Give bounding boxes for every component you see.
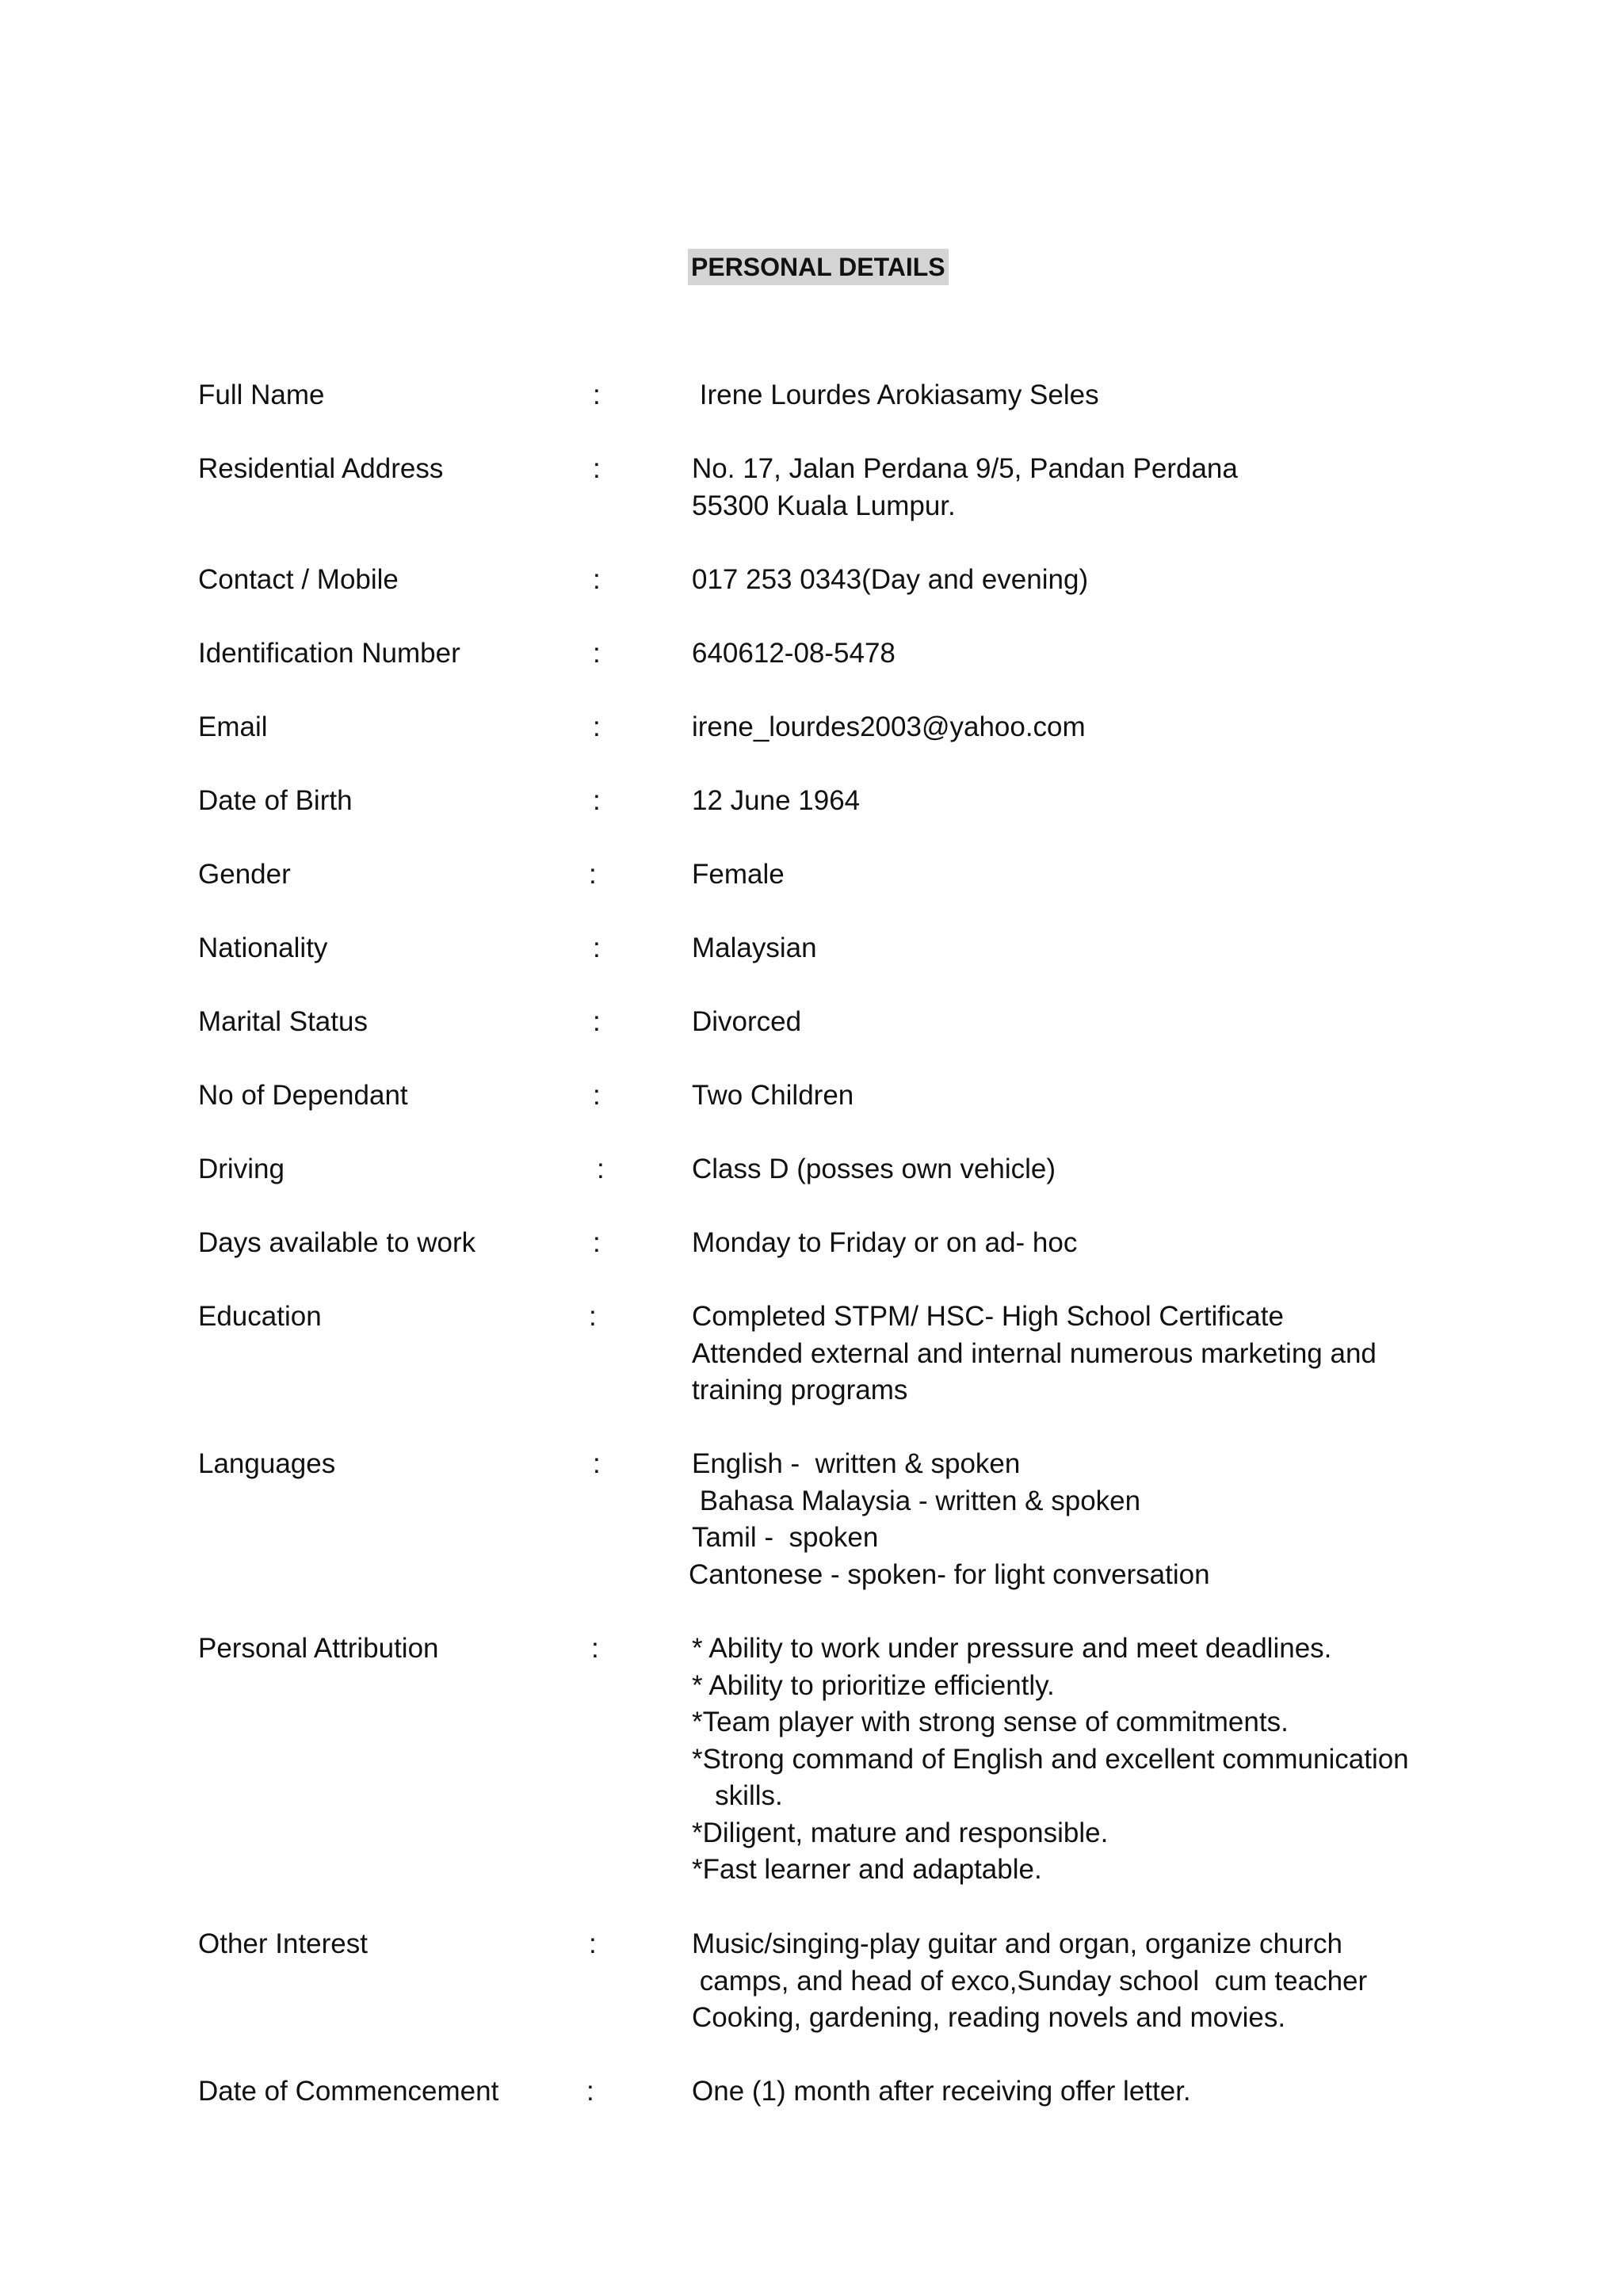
value-line: Divorced: [692, 1006, 802, 1037]
field-label: Languages: [198, 1448, 336, 1479]
value-line: Attended external and internal numerous marketing and: [692, 1337, 1377, 1369]
value-line: irene_lourdes2003@yahoo.com: [692, 711, 1086, 742]
field-label: Date of Birth: [198, 785, 353, 816]
field-label: Days available to work: [198, 1227, 476, 1258]
value-line: One (1) month after receiving offer letter.: [692, 2076, 1191, 2107]
field-value: [692, 451, 1516, 524]
field-separator: :: [593, 933, 601, 963]
field-label: Other Interest: [198, 1928, 368, 1959]
value-line: English - written & spoken: [692, 1448, 1021, 1479]
field-value: [692, 783, 1516, 820]
field-value: [692, 1151, 1516, 1188]
value-line: Music/singing-play guitar and organ, organize church: [692, 1928, 1343, 1959]
field-separator: :: [593, 1080, 601, 1111]
field-label: Email: [198, 711, 268, 742]
field-label: Date of Commencement: [198, 2076, 499, 2107]
value-line: Female: [692, 859, 785, 890]
field-separator: :: [597, 1154, 605, 1184]
field-separator: :: [593, 638, 601, 669]
value-line: 017 253 0343(Day and evening): [692, 564, 1089, 595]
field-label: Gender: [198, 859, 291, 890]
field-label: Contact / Mobile: [198, 564, 399, 595]
value-line: camps, and head of exco,Sunday school cum teacher: [692, 1965, 1368, 1997]
value-line: Completed STPM/ HSC- High School Certificate: [692, 1301, 1284, 1332]
value-line: Cantonese - spoken- for light conversation: [689, 1558, 1210, 1590]
value-line: Monday to Friday or on ad- hoc: [692, 1227, 1078, 1258]
field-separator: :: [586, 2076, 594, 2107]
field-value: [692, 2073, 1516, 2111]
field-label: Residential Address: [198, 453, 444, 484]
field-value: [692, 562, 1516, 599]
value-line: * Ability to work under pressure and meet deadlines.: [692, 1633, 1332, 1664]
field-value: [692, 709, 1516, 746]
value-line: Malaysian: [692, 933, 817, 963]
value-line: *Fast learner and adaptable.: [692, 1854, 1042, 1885]
field-value: [692, 1299, 1516, 1409]
value-line: *Diligent, mature and responsible.: [692, 1817, 1109, 1848]
value-line: 640612-08-5478: [692, 638, 896, 669]
field-separator: :: [591, 1633, 599, 1664]
field-value: [692, 1004, 1516, 1041]
field-label: Marital Status: [198, 1006, 368, 1037]
field-value: [692, 930, 1516, 967]
field-value: [692, 377, 1516, 414]
value-line: Class D (posses own vehicle): [692, 1154, 1056, 1184]
field-separator: :: [593, 785, 601, 816]
value-line: Tamil - spoken: [692, 1522, 879, 1553]
field-separator: :: [593, 1448, 601, 1479]
field-label: Full Name: [198, 379, 325, 410]
value-line: *Strong command of English and excellent communication: [692, 1743, 1409, 1775]
field-label: Nationality: [198, 933, 328, 963]
field-label: Education: [198, 1301, 322, 1332]
field-separator: :: [589, 1301, 597, 1332]
field-separator: :: [593, 1227, 601, 1258]
value-line: 12 June 1964: [692, 785, 861, 816]
value-line: 55300 Kuala Lumpur.: [692, 490, 956, 521]
field-separator: :: [593, 453, 601, 484]
field-separator: :: [589, 859, 597, 890]
field-separator: :: [593, 1006, 601, 1037]
field-value: [692, 1225, 1516, 1262]
value-line: No. 17, Jalan Perdana 9/5, Pandan Perdana: [692, 453, 1238, 484]
field-value: [692, 635, 1516, 673]
value-line: Two Children: [692, 1080, 854, 1111]
value-line: skills.: [692, 1780, 783, 1811]
value-line: training programs: [692, 1375, 908, 1405]
field-value: [692, 1630, 1516, 1889]
field-separator: :: [593, 711, 601, 742]
value-line: *Team player with strong sense of commitments.: [692, 1707, 1289, 1737]
field-separator: :: [589, 1928, 597, 1959]
field-label: Driving: [198, 1154, 285, 1184]
field-value: [689, 1446, 1516, 1593]
field-value: [692, 856, 1516, 894]
value-line: Cooking, gardening, reading novels and movies.: [692, 2002, 1286, 2033]
field-value: [692, 1077, 1516, 1115]
field-value: [692, 1926, 1516, 2037]
value-line: Irene Lourdes Arokiasamy Seles: [692, 379, 1099, 410]
field-label: Personal Attribution: [198, 1633, 439, 1664]
section-title: PERSONAL DETAILS: [688, 249, 949, 285]
value-line: * Ability to prioritize efficiently.: [692, 1669, 1055, 1701]
field-separator: :: [593, 564, 601, 595]
value-line: Bahasa Malaysia - written & spoken: [692, 1485, 1141, 1516]
field-separator: :: [593, 379, 601, 410]
field-label: Identification Number: [198, 638, 460, 669]
field-label: No of Dependant: [198, 1080, 408, 1111]
